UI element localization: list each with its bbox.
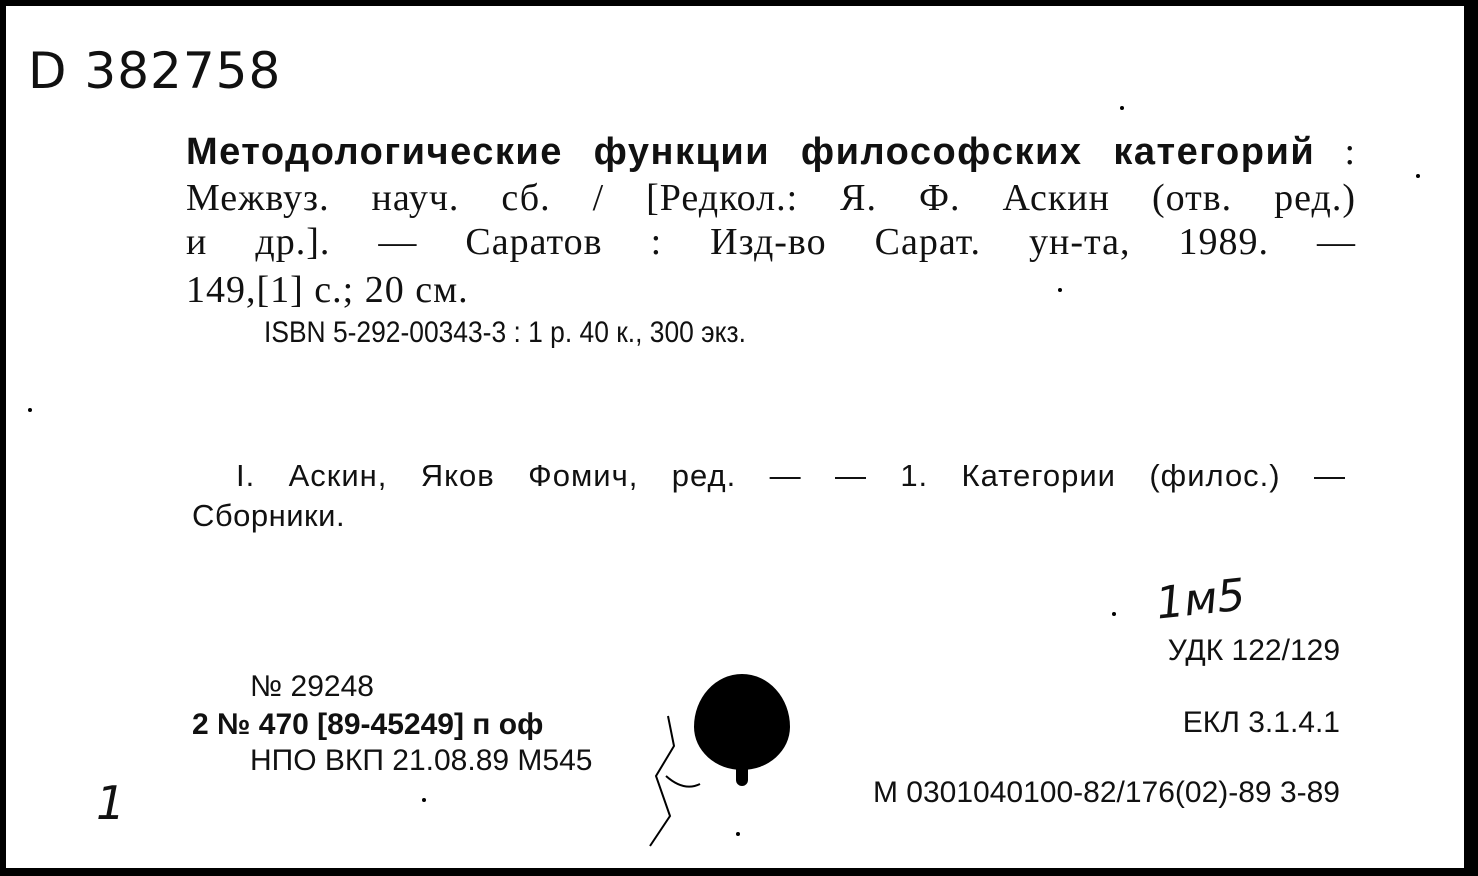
order-number: № 29248 [250, 670, 374, 703]
print-info: 2 № 470 [89-45249] п оф [192, 708, 544, 741]
ink-blot [694, 674, 790, 770]
speck [28, 408, 32, 412]
tracing-line-2: Сборники. [192, 498, 346, 533]
entry-line-4: 149,[1] с.; 20 см. [186, 269, 469, 311]
ekl-code: ЕКЛ 3.1.4.1 [1182, 706, 1340, 739]
isbn-line: ISBN 5-292-00343-3 : 1 р. 40 к., 300 экз. [264, 316, 746, 349]
speck [1112, 612, 1116, 616]
handwritten-scribble [626, 706, 706, 856]
m-code: М 0301040100-82/176(02)-89 3-89 [872, 776, 1340, 809]
entry-title-line [186, 130, 1356, 174]
speck [1058, 288, 1062, 292]
card-number: D 382758 [28, 42, 282, 100]
entry-line-2: Межвуз. науч. сб. / [Редкол.: Я. Ф. Аскин (отв. ред.) [186, 177, 1356, 219]
entry-line-3: и др.]. — Саратов : Изд-во Сарат. ун-та, 1989. — [186, 221, 1356, 263]
udk-code: УДК 122/129 [1167, 634, 1340, 667]
entry-title: Методологические функции философских категорий [186, 131, 1316, 173]
handwritten-copy-mark: 1м5 [1153, 569, 1248, 630]
tracing-line-1: I. Аскин, Яков Фомич, ред. — — 1. Категории (филос.) — [236, 458, 1346, 493]
entry-title-separator: : [1315, 131, 1356, 173]
speck [1120, 106, 1124, 110]
speck [1416, 174, 1420, 178]
handwritten-pencil-one: 1 [96, 776, 126, 830]
speck [422, 798, 426, 802]
npo-line: НПО ВКП 21.08.89 М545 [250, 744, 593, 777]
speck [736, 832, 740, 836]
